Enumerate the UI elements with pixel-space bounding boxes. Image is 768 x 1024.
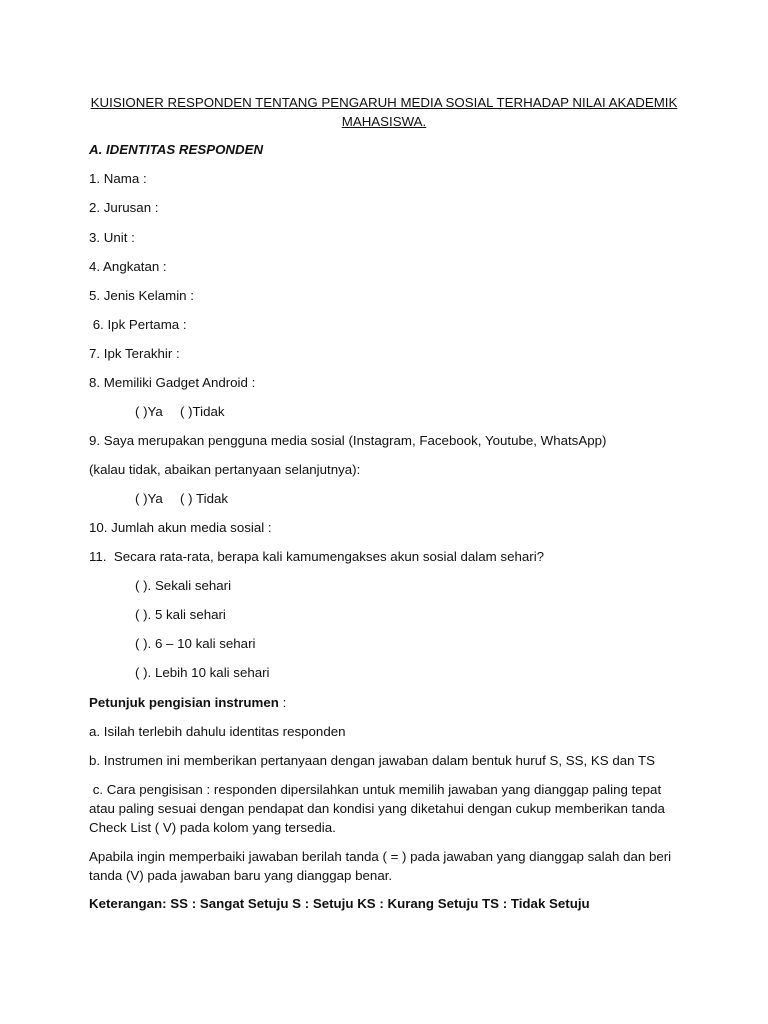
instructions-heading-text: Petunjuk pengisian instrumen [89, 695, 279, 710]
q11-option-4: ( ). Lebih 10 kali sehari [135, 665, 270, 680]
q11-option-1: ( ). Sekali sehari [135, 578, 232, 593]
instruction-correction: Apabila ingin memperbaiki jawaban berilah tanda ( = ) pada jawaban yang dianggap salah dan beri tanda (V) pada jawaban baru yang dianggap benar. [89, 849, 672, 883]
q8-option-ya: ( )Ya [135, 404, 163, 419]
instruction-b: b. Instrumen ini memberikan pertanyaan dengan jawaban dalam bentuk huruf S, SS, KS dan TS [89, 753, 655, 768]
legend-text: Keterangan: SS : Sangat Setuju S : Setuju KS : Kurang Setuju TS : Tidak Setuju [89, 896, 590, 911]
document-title-line-1: KUISIONER RESPONDEN TENTANG PENGARUH MEDIA SOSIAL TERHADAP NILAI AKADEMIK [90, 95, 678, 110]
q9-question: 9. Saya merupakan pengguna media sosial (Instagram, Facebook, Youtube, WhatsApp) [89, 433, 607, 448]
q10-question: 10. Jumlah akun media sosial : [89, 520, 272, 535]
field-ipk-pertama: 6. Ipk Pertama : [89, 317, 187, 332]
field-gadget-android: 8. Memiliki Gadget Android : [89, 375, 256, 390]
instruction-a: a. Isilah terlebih dahulu identitas responden [89, 724, 346, 739]
section-a-heading: A. IDENTITAS RESPONDEN [89, 142, 264, 157]
instruction-c: c. Cara pengisisan : responden dipersilahkan untuk memilih jawaban yang dianggap paling tepat atau paling sesuai dengan pendapat dan kondisi yang diketahui dengan cukup memberikan tanda Check List ( V) pada kolom yang tersedia. [89, 782, 669, 835]
instructions-heading-suffix: : [278, 695, 287, 710]
q11-option-3: ( ). 6 – 10 kali sehari [135, 636, 256, 651]
q8-option-tidak: ( )Tidak [180, 404, 225, 419]
field-nama: 1. Nama : [89, 171, 147, 186]
q9-option-ya: ( )Ya [135, 491, 163, 506]
q9-option-tidak: ( ) Tidak [180, 491, 229, 506]
q11-question: 11. Secara rata-rata, berapa kali kamumengakses akun sosial dalam sehari? [89, 549, 545, 564]
field-jurusan: 2. Jurusan : [89, 200, 159, 215]
q9-note: (kalau tidak, abaikan pertanyaan selanjutnya): [89, 462, 361, 477]
field-jenis-kelamin: 5. Jenis Kelamin : [89, 288, 194, 303]
field-angkatan: 4. Angkatan : [89, 259, 167, 274]
instructions-heading [89, 695, 286, 711]
q11-option-2: ( ). 5 kali sehari [135, 607, 226, 622]
field-ipk-terakhir: 7. Ipk Terakhir : [89, 346, 180, 361]
document-title-line-2: MAHASISWA. [341, 114, 427, 129]
field-unit: 3. Unit : [89, 230, 135, 245]
